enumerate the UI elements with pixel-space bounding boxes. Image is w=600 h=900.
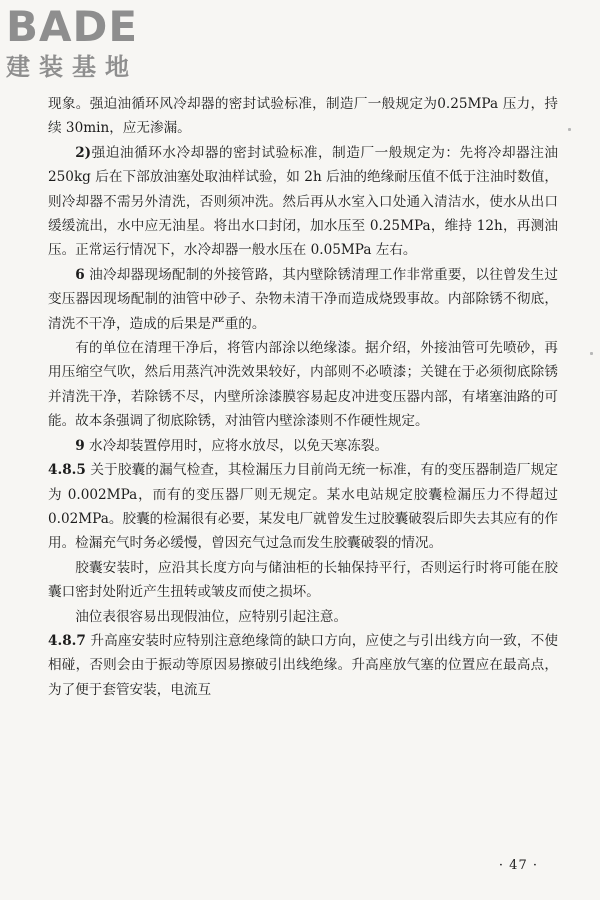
paragraph-1: 现象。强迫油循环风冷却器的密封试验标准，制造厂一般规定为0.25MPa 压力，持续 30min，应无渗漏。 xyxy=(48,96,558,137)
watermark-latin: BADE xyxy=(6,2,139,51)
scan-speck xyxy=(590,352,593,355)
paragraph-2: 2)强迫油循环水冷却器的密封试验标准，制造厂一般规定为：先将冷却器注油 250kg 后在下部放油塞处取油样试验，如 2h 后油的绝缘耐压值不低于注油时数值，则冷却器不需另外清洗，否则须冲洗。然后再从水室入口处通入清洁水，使水从出口缓缓流出，水中应无油星。将出水口封闭，加水压至 0.25MPa，维持 12h，再测油压。正常运行情况下，水冷却器一般水压在 0.05MPa 左右。 xyxy=(48,144,558,259)
scan-speck xyxy=(568,128,571,131)
paragraph-5: 9 水冷却装置停用时，应将水放尽，以免天寒冻裂。 xyxy=(75,437,389,454)
item-marker: 9 xyxy=(75,437,85,454)
paragraph-4: 有的单位在清理干净后，将管内部涂以绝缘漆。据介绍，外接油管可先喷砂，再用压缩空气吹，然后用蒸汽冲洗效果较好，内部则不必喷漆；关键在于必须彻底除锈并清洗干净，若除锈不尽，内壁所涂漆膜容易起皮冲进变压器内部，有堵塞油路的可能。故本条强调了彻底除锈，对油管内壁涂漆则不作硬性规定。 xyxy=(48,340,558,430)
section-number: 4.8.5 xyxy=(48,462,86,479)
paragraph-3: 6 油冷却器现场配制的外接管路，其内壁除锈清理工作非常重要，以往曾发生过变压器因现场配制的油管中砂子、杂物未清干净而造成烧毁事故。内部除锈不彻底，清洗不干净，造成的后果是严重的。 xyxy=(48,266,558,332)
watermark-logo xyxy=(6,4,176,82)
paragraph-6: 4.8.5 关于胶囊的漏气检查，其检漏压力目前尚无统一标准，有的变压器制造厂规定为 0.002MPa，而有的变压器厂则无规定。某水电站规定胶囊检漏压力不得超过 0.02MPa。胶囊的检漏很有必要，某发电厂就曾发生过胶囊破裂后即失去其应有的作用。检漏充气时务必缓慢，曾因充气过急而发生胶囊破裂的情况。 xyxy=(48,462,558,552)
item-marker: 2) xyxy=(75,144,92,161)
page-number: · 47 · xyxy=(498,858,538,873)
paragraph-7: 胶囊安装时，应沿其长度方向与储油柜的长轴保持平行，否则运行时将可能在胶囊口密封处附近产生扭转或皱皮而使之损坏。 xyxy=(48,559,558,601)
item-marker: 6 xyxy=(75,266,85,283)
paragraph-8: 油位表很容易出现假油位，应特别引起注意。 xyxy=(75,608,348,625)
watermark-chinese: 建装基地 xyxy=(6,53,138,81)
section-number: 4.8.7 xyxy=(48,632,86,649)
page-body xyxy=(48,92,558,702)
paragraph-9: 4.8.7 升高座安装时应特别注意绝缘筒的缺口方向，应使之与引出线方向一致，不使相碰，否则会由于振动等原因易擦破引出线绝缘。升高座放气塞的位置应在最高点，为了便于套管安装，电流互 xyxy=(48,632,558,698)
